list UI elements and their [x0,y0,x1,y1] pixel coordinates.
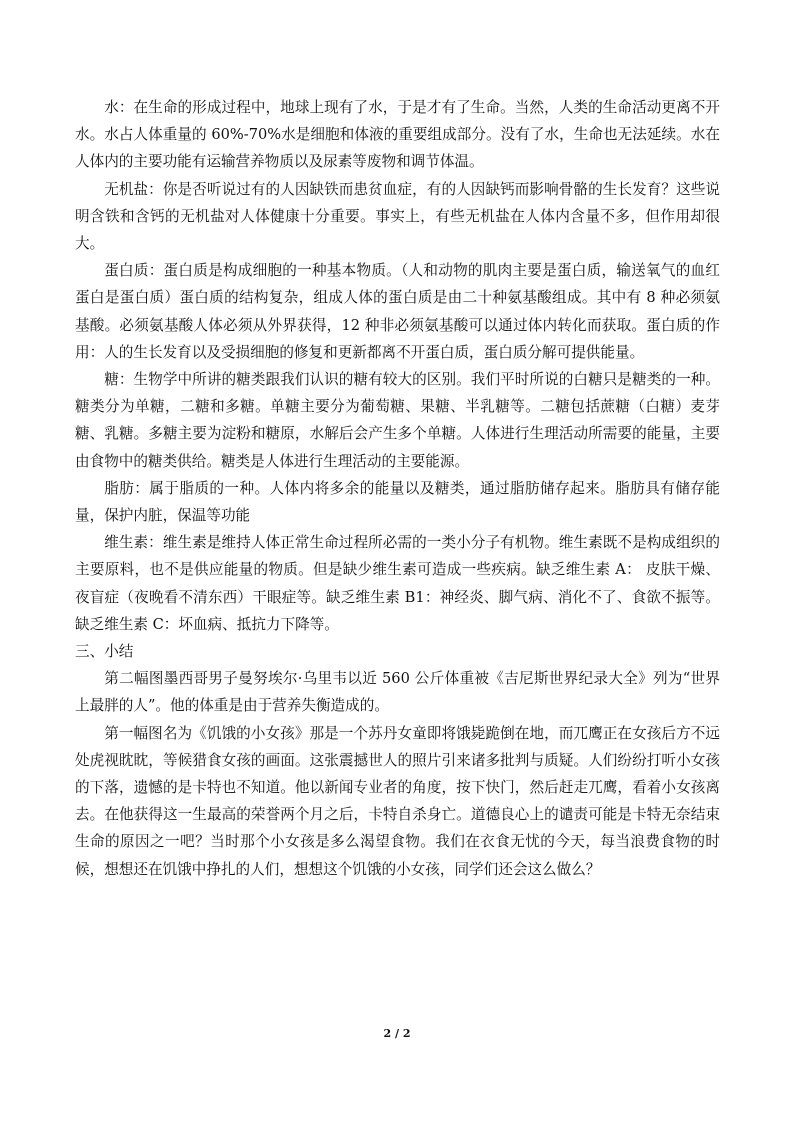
document-body [75,94,720,883]
paragraph-minerals: 无机盐：你是否听说过有的人因缺铁而患贫血症，有的人因缺钙而影响骨骼的生长发育？这些说明含铁和含钙的无机盐对人体健康十分重要。事实上，有些无机盐在人体内含量不多，但作用却很大。 [75,180,720,253]
paragraph-vitamin: 维生素：维生素是维持人体正常生命过程所必需的一类小分子有机物。维生素既不是构成组织的主要原料，也不是供应能量的物质。但是缺少维生素可造成一些疾病。缺乏维生素 A： 皮肤干燥、夜盲症（夜晚看不清东西）干眼症等。缺乏维生素 B1：神经炎、脚气病、消化不了、食欲不振等。缺乏维生素 C：坏血病、抵抗力下降等。 [75,534,720,633]
paragraph-sugar: 糖：生物学中所讲的糖类跟我们认识的糖有较大的区别。我们平时所说的白糖只是糖类的一种。糖类分为单糖，二糖和多糖。单糖主要分为葡萄糖、果糖、半乳糖等。二糖包括蔗糖（白糖）麦芽糖、乳糖。多糖主要为淀粉和糖原，水解后会产生多个单糖。人体进行生理活动所需要的能量，主要由食物中的糖类供给。糖类是人体进行生理活动的主要能源。 [75,371,720,470]
section-heading: 三、小结 [75,643,134,661]
paragraph-summary-starving-girl: 第一幅图名为《饥饿的小女孩》那是一个苏丹女童即将饿毙跪倒在地，而兀鹰正在女孩后方不远处虎视眈眈，等候猎食女孩的画面。这张震撼世人的照片引来诸多批判与质疑。人们纷纷打听小女孩的下落，遗憾的是卡特也不知道。他以新闻专业者的角度，按下快门，然后赶走兀鹰，看着小女孩离去。在他获得这一生最高的荣誉两个月之后，卡特自杀身亡。道德良心上的谴责可能是卡特无奈结束生命的原因之一吧？当时那个小女孩是多么渴望食物。我们在衣食无忧的今天，每当浪费食物的时候，想想还在饥饿中挣扎的人们，想想这个饥饿的小女孩，同学们还会这么做么？ [75,724,720,878]
paragraph-summary-fattest-man: 第二幅图墨西哥男子曼努埃尔·乌里韦以近 560 公斤体重被《吉尼斯世界纪录大全》列为“世界上最胖的人”。他的体重是由于营养失衡造成的。 [75,670,720,715]
paragraph-protein: 蛋白质：蛋白质是构成细胞的一种基本物质。（人和动物的肌肉主要是蛋白质，输送氧气的血红蛋白是蛋白质）蛋白质的结构复杂，组成人体的蛋白质是由二十种氨基酸组成。其中有 8 种必须氨基酸。必须氨基酸人体必须从外界获得，12 种非必须氨基酸可以通过体内转化而获取。蛋白质的作用：人的生长发育以及受损细胞的修复和更新都离不开蛋白质，蛋白质分解可提供能量。 [75,262,720,361]
paragraph-fat: 脂肪：属于脂质的一种。人体内将多余的能量以及糖类，通过脂肪储存起来。脂肪具有储存能量，保护内脏，保温等功能 [75,479,720,525]
paragraph-water: 水：在生命的形成过程中，地球上现有了水，于是才有了生命。当然，人类的生命活动更离不开水。水占人体重量的 60%-70%水是细胞和体液的重要组成部分。没有了水，生命也无法延续。水在人体内的主要功能有运输营养物质以及尿素等废物和调节体温。 [75,99,720,171]
page-number: 2 / 2 [383,1027,411,1040]
